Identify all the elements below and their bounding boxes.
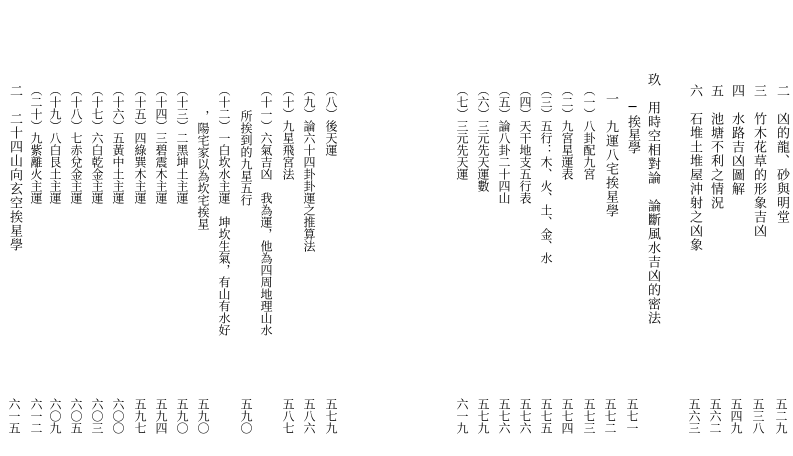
toc-entry-page: 五八七 [281, 398, 295, 434]
toc-entry-page: 六〇五 [69, 398, 83, 434]
toc-entry-page: 五七五 [539, 398, 553, 434]
toc-entry-page: 五七四 [560, 398, 574, 434]
toc-entry-title: （十五）四綠巽木主運 [133, 84, 147, 204]
toc-entry-title: （三）五行：木、火、土、金、水 [539, 84, 553, 264]
toc-entry-page: 五九〇 [196, 398, 210, 434]
toc-entry-page: 五九〇 [239, 398, 253, 434]
toc-entry-title: （十七）六白乾金主運 [90, 84, 104, 204]
toc-entry-title: （九）論六十四卦卦運之推算法 [302, 84, 316, 252]
toc-entry-title: （一）八卦配九宮 [582, 84, 596, 180]
toc-entry-title: （二）九宮星運表 [560, 84, 574, 180]
toc-entry-page: 五九七 [133, 398, 147, 434]
toc-entry-page: 五九〇 [175, 398, 189, 434]
toc-entry-title: （十八）七赤兌金主運 [69, 84, 83, 204]
toc-entry-page: 五四九 [729, 398, 743, 434]
toc-entry-page: 五七九 [476, 398, 490, 434]
toc-entry-title: （四）天干地支五行表 [518, 84, 532, 204]
toc-entry-title: ，陽宅家以為坎宅挨星 [196, 110, 210, 230]
toc-entry-title: （十六）五黃中土主運 [111, 84, 125, 204]
toc-entry-page: 五七六 [518, 398, 532, 434]
toc-entry-page: 五七一 [625, 398, 639, 434]
toc-entry-title: 六 石堆土堆屋沖射之凶象 [687, 84, 702, 252]
toc-entry-page: 六一九 [455, 398, 469, 434]
toc-entry-title: （十）九星飛宮法 [281, 84, 295, 180]
toc-entry-page: 五六二 [708, 398, 722, 434]
toc-entry-page: 五七九 [324, 398, 338, 434]
toc-entry-page: 五九四 [154, 398, 168, 434]
toc-entry-page: 六〇九 [48, 398, 62, 434]
toc-entry-title: （五）論八卦二十四山 [497, 84, 511, 204]
toc-entry-page: 五六三 [687, 398, 701, 434]
toc-entry-title: （二十）九紫離火主運 [29, 84, 43, 204]
toc-entry-title: （十一）六氣吉凶 我為運，他為四周地理山水 [259, 84, 273, 336]
toc-entry-page: 五八六 [302, 398, 316, 434]
chapter-subtitle: ─挨星學 [625, 100, 640, 154]
toc-entry-title: （十九）八白艮土主運 [48, 84, 62, 204]
toc-entry-title: （十四）三碧震木主運 [154, 84, 168, 204]
toc-entry-page: 六一二 [29, 398, 43, 434]
toc-entry-page: 五三八 [751, 398, 765, 434]
toc-entry-page: 五二九 [774, 398, 788, 434]
toc-entry-title: 一 九運八宅挨星學 [603, 92, 618, 218]
toc-entry-title: 四 水路吉凶圖解 [729, 84, 744, 196]
toc-entry-title: 二 二十四山向玄空挨星學 [7, 84, 22, 252]
toc-entry-title: （十三）二黑坤土主運 [175, 84, 189, 204]
toc-entry-title: （七）三元先天運 [455, 84, 469, 180]
toc-entry-title: 二 凶的龍、砂與明堂 [774, 84, 789, 224]
toc-entry-title: （十二）一白坎水主運 坤坎生氣，有山有水好 [217, 84, 231, 336]
toc-entry-page: 五七六 [497, 398, 511, 434]
toc-entry-title: 所挨到的九星五行 [239, 110, 253, 206]
toc-entry-title: 三 竹木花草的形象吉凶 [751, 84, 766, 238]
toc-entry-page: 六一五 [7, 398, 21, 434]
toc-entry-title: （八）後天運 [324, 84, 338, 156]
toc-entry-page: 五七二 [603, 398, 617, 434]
toc-entry-title: 五 池塘不利之情況 [708, 84, 723, 210]
toc-entry-page: 五七三 [582, 398, 596, 434]
toc-entry-page: 六〇三 [90, 398, 104, 434]
toc-entry-title: （六）三元先天運數 [476, 84, 490, 192]
chapter-title: 玖 用時空相對論 論斷風水吉凶的密法 [645, 73, 660, 325]
toc-entry-page: 六〇〇 [111, 398, 125, 434]
